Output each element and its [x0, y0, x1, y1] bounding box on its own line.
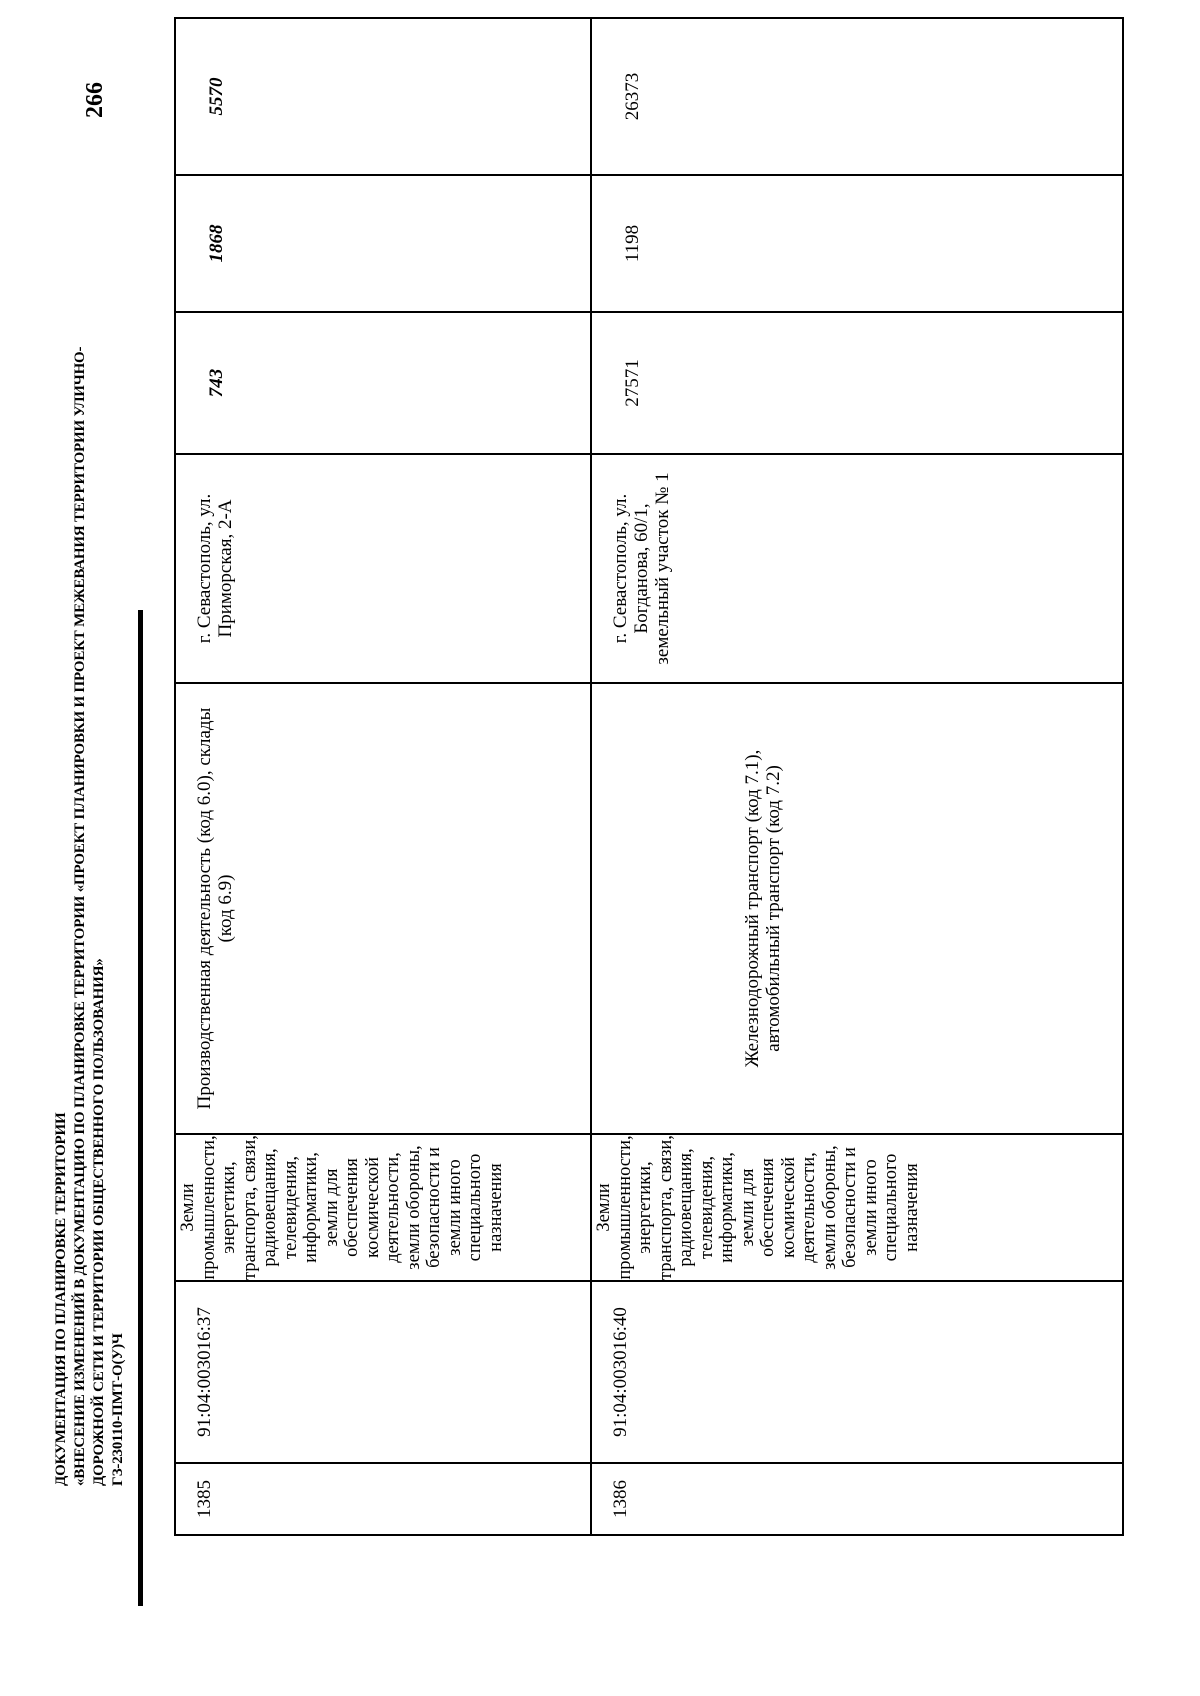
row-number: 1386: [591, 1463, 1123, 1535]
header-line: ДОКУМЕНТАЦИЯ ПО ПЛАНИРОВКЕ ТЕРРИТОРИИ: [53, 1112, 69, 1486]
header-line: «ВНЕСЕНИЕ ИЗМЕНЕНИЙ В ДОКУМЕНТАЦИЮ ПО ПЛАНИРОВКЕ ТЕРРИТОРИИ «ПРОЕКТ ПЛАНИРОВКИ И ПРОЕКТ МЕЖЕВАНИЯ ТЕРРИТОРИИ УЛИЧНО-: [72, 346, 88, 1486]
address: г. Севастополь, ул. Богданова, 60/1, земельный участок № 1: [591, 454, 1123, 683]
value-cell-2: 1868: [175, 175, 591, 312]
permitted-use: Железнодорожный транспорт (код 7.1), автомобильный транспорт (код 7.2): [591, 683, 1123, 1134]
table-row: [591, 18, 1123, 1535]
permitted-use: Производственная деятельность (код 6.0), склады (код 6.9): [175, 683, 591, 1134]
value-cell-3: 26373: [591, 18, 1123, 175]
value-cell-1: 743: [175, 312, 591, 454]
header-rule: [138, 610, 143, 1606]
land-plot-table: [174, 17, 1124, 1536]
document-header: [52, 347, 128, 1486]
land-category: Земли промышленности, энергетики, транспорта, связи, радиовещания, телевидения, информатики, земли для обеспечения космической деятельности, земли обороны, безопасности и земли иного специального назначения: [591, 1134, 1123, 1281]
cadastral-number: 91:04:003016:37: [175, 1281, 591, 1463]
cadastral-number: 91:04:003016:40: [591, 1281, 1123, 1463]
land-category: Земли промышленности, энергетики, транспорта, связи, радиовещания, телевидения, информатики, земли для обеспечения космической деятельности, земли обороны, безопасности и земли иного специального назначения: [175, 1134, 591, 1281]
header-code: ГЗ-230110-ПМТ-О(У)Ч: [110, 1333, 126, 1486]
table-row: [175, 18, 591, 1535]
row-number: 1385: [175, 1463, 591, 1535]
value-cell-1: 27571: [591, 312, 1123, 454]
page-number: 266: [82, 82, 108, 118]
header-line: ДОРОЖНОЙ СЕТИ И ТЕРРИТОРИИ ОБЩЕСТВЕННОГО ПОЛЬЗОВАНИЯ»: [91, 958, 107, 1486]
value-cell-3: 5570: [175, 18, 591, 175]
value-cell-2: 1198: [591, 175, 1123, 312]
address: г. Севастополь, ул. Приморская, 2-А: [175, 454, 591, 683]
